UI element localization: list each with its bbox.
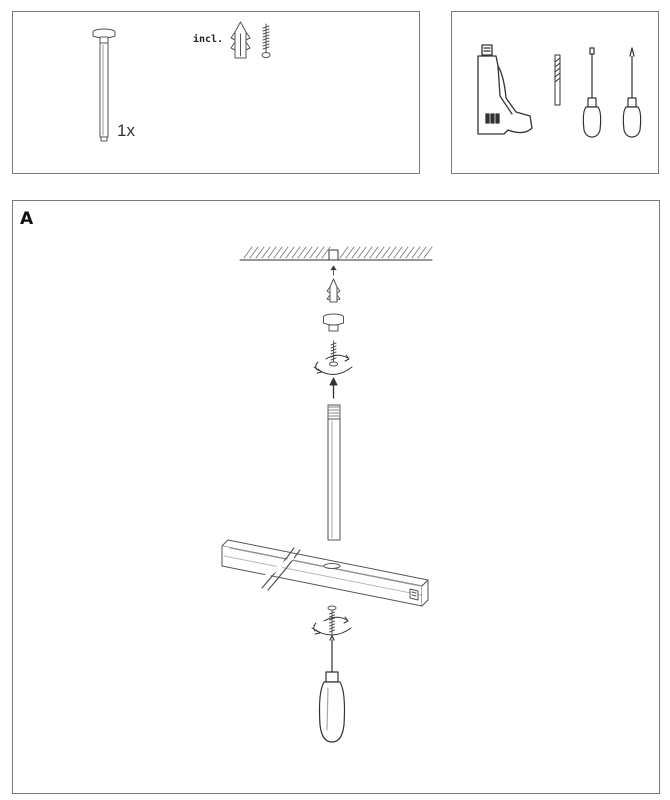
quantity-label: 1x [117,121,135,140]
flat-screwdriver-icon [583,48,600,137]
drill-icon [478,45,532,134]
ceiling-icon [240,247,432,275]
suspension-rod-icon [93,29,115,141]
rod-icon [328,405,340,540]
step-wall-plug-icon [327,279,340,302]
screw-icon [262,24,270,58]
canopy-cap-icon [324,314,344,331]
track-profile-icon [222,540,428,606]
wall-plug-icon [231,22,250,58]
included-label: incl. [193,34,224,45]
phillips-screwdriver-icon [623,48,640,137]
step-screwdriver-icon [320,636,345,742]
screw-rotation-bottom-icon [312,606,351,636]
screw-rotation-top-icon [314,341,352,398]
step-label: A [20,209,34,229]
drill-bit-icon [555,55,560,105]
